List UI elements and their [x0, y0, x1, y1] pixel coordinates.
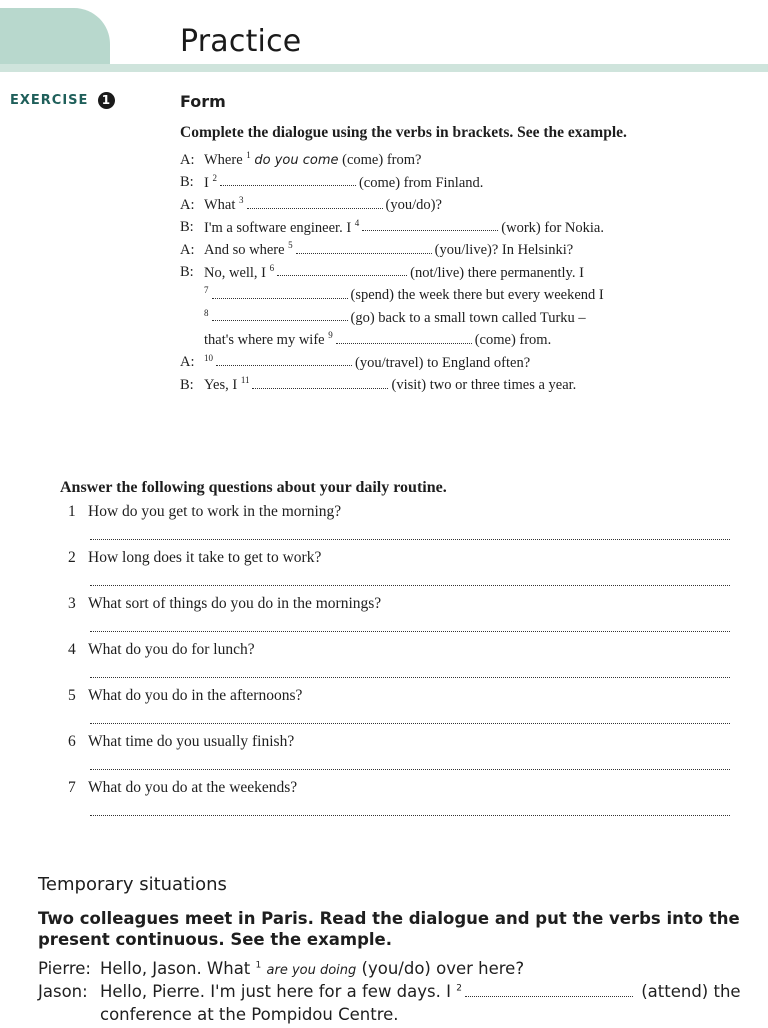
question-text: How long does it take to get to work? — [88, 549, 322, 566]
question-text: What time do you usually finish? — [88, 733, 295, 750]
answer-line[interactable] — [90, 631, 730, 632]
header-tab-decoration — [0, 8, 110, 70]
answer-blank[interactable] — [247, 196, 383, 209]
line-text-before: I — [204, 174, 209, 191]
answer-blank[interactable] — [212, 286, 348, 299]
question-number: 6 — [68, 733, 76, 750]
temporary-instruction: Two colleagues meet in Paris. Read the dialogue and put the verbs into the present continuous. See the example. — [38, 909, 740, 949]
question-text: What do you do in the afternoons? — [88, 687, 303, 704]
gap-number: 11 — [240, 375, 250, 385]
answer-blank[interactable] — [212, 308, 348, 321]
line-text-before: Hello, Pierre. I'm just here for a few days. I — [100, 982, 451, 1001]
dialogue-line — [38, 959, 758, 982]
question-number: 5 — [68, 687, 76, 704]
question-item — [68, 733, 736, 779]
exercise-label — [10, 92, 115, 109]
speaker-label: Pierre: — [38, 959, 91, 978]
line-text-before: Where — [204, 151, 243, 168]
answer-blank[interactable] — [336, 331, 472, 344]
answer-line[interactable] — [90, 677, 730, 678]
dialogue-line — [180, 330, 650, 353]
question-item — [68, 641, 736, 687]
dialogue-line — [180, 353, 650, 376]
gap-number: 3 — [239, 195, 244, 205]
speaker-label: B: — [180, 264, 194, 281]
speaker-label: A: — [180, 241, 195, 258]
dialogue-line — [180, 173, 650, 196]
line-text-before: What — [204, 196, 236, 213]
example-answer: do you come — [254, 152, 339, 168]
gap-number: 1 — [255, 960, 262, 971]
gap-number: 6 — [269, 262, 275, 273]
line-text-before: that's where my wife — [204, 331, 325, 348]
gap-number: 10 — [204, 352, 213, 363]
speaker-label: B: — [180, 219, 194, 236]
question-text: What do you do for lunch? — [88, 641, 255, 658]
line-text-before: Yes, I — [204, 376, 238, 393]
questions-list — [68, 503, 736, 825]
answer-blank[interactable] — [216, 353, 352, 366]
question-item — [68, 595, 736, 641]
question-number: 4 — [68, 641, 76, 658]
question-number: 2 — [68, 549, 76, 566]
gap-number: 2 — [212, 172, 217, 183]
gap-number: 7 — [204, 285, 209, 295]
answer-blank[interactable] — [220, 173, 356, 186]
line-text-after: (attend) the — [641, 982, 741, 1001]
line-text-before: And so where — [204, 241, 285, 258]
answer-blank[interactable] — [362, 218, 498, 231]
dialogue-line — [38, 982, 758, 1005]
exercise-label-text: EXERCISE — [10, 93, 89, 108]
line-text-before: Hello, Jason. What — [100, 959, 251, 978]
exercise-number-badge: 1 — [98, 92, 115, 109]
question-text: What sort of things do you do in the mornings? — [88, 595, 382, 612]
answer-blank[interactable] — [252, 376, 388, 389]
example-answer: are you doing — [266, 963, 357, 978]
question-number: 1 — [68, 503, 76, 520]
line-text-after: (work) for Nokia. — [501, 219, 604, 236]
gap-number: 4 — [354, 217, 360, 228]
speaker-label: A: — [180, 151, 195, 168]
dialogue-line — [38, 1005, 758, 1028]
speaker-label: A: — [180, 354, 195, 371]
line-text-after: (you/travel) to England often? — [355, 354, 531, 371]
dialogue-line — [180, 240, 650, 263]
question-text: What do you do at the weekends? — [88, 779, 298, 796]
section-heading: Form — [180, 92, 226, 111]
gap-number: 8 — [204, 307, 209, 318]
line-text-before: No, well, I — [204, 264, 267, 281]
dialogue-line — [180, 218, 650, 241]
line-text-after: (go) back to a small town called Turku – — [350, 309, 586, 326]
answer-line[interactable] — [90, 815, 730, 816]
temporary-situations-heading: Temporary situations — [38, 874, 227, 895]
dialogue-line — [180, 285, 650, 308]
line-text-after: (come) from Finland. — [358, 174, 484, 191]
answer-blank[interactable] — [277, 263, 407, 276]
line-text-before: conference at the Pompidou Centre. — [100, 1005, 399, 1024]
question-item — [68, 779, 736, 825]
line-text-after: (you/do)? — [385, 196, 442, 213]
line-text-after: (come) from? — [342, 151, 422, 168]
line-text-after: (you/do) over here? — [361, 959, 525, 978]
line-text-after: (you/live)? In Helsinki? — [434, 241, 574, 258]
speaker-label: Jason: — [38, 982, 88, 1001]
dialogue-line — [180, 308, 650, 331]
speaker-label: A: — [180, 196, 195, 213]
question-item — [68, 549, 736, 595]
dialogue-line — [180, 263, 650, 286]
question-number: 3 — [68, 595, 76, 612]
speaker-label: B: — [180, 174, 194, 191]
section-instruction: Complete the dialogue using the verbs in brackets. See the example. — [180, 124, 627, 141]
page-title: Practice — [180, 24, 302, 59]
gap-number: 2 — [456, 983, 462, 994]
line-text-before: I'm a software engineer. I — [204, 219, 352, 236]
gap-number: 5 — [288, 240, 293, 250]
temporary-dialogue — [38, 959, 758, 1028]
dialogue-line — [180, 375, 650, 398]
answer-line[interactable] — [90, 723, 730, 724]
dialogue-line — [180, 150, 650, 173]
speaker-label: B: — [180, 376, 194, 393]
answer-blank[interactable] — [465, 984, 633, 997]
gap-number: 9 — [328, 330, 333, 340]
dialogue — [180, 150, 650, 398]
line-text-after: (spend) the week there but every weekend I — [350, 286, 604, 303]
question-number: 7 — [68, 779, 76, 796]
line-text-after: (come) from. — [474, 331, 552, 348]
questions-heading: Answer the following questions about your daily routine. — [60, 479, 447, 496]
answer-line[interactable] — [90, 539, 730, 540]
answer-blank[interactable] — [296, 241, 432, 254]
question-item — [68, 503, 736, 549]
answer-line[interactable] — [90, 769, 730, 770]
question-item — [68, 687, 736, 733]
line-text-after: (visit) two or three times a year. — [391, 376, 577, 393]
answer-line[interactable] — [90, 585, 730, 586]
line-text-after: (not/live) there permanently. I — [410, 264, 584, 281]
question-text: How do you get to work in the morning? — [88, 503, 342, 520]
dialogue-line — [180, 195, 650, 218]
header-band — [0, 64, 768, 72]
gap-number: 1 — [246, 150, 251, 160]
